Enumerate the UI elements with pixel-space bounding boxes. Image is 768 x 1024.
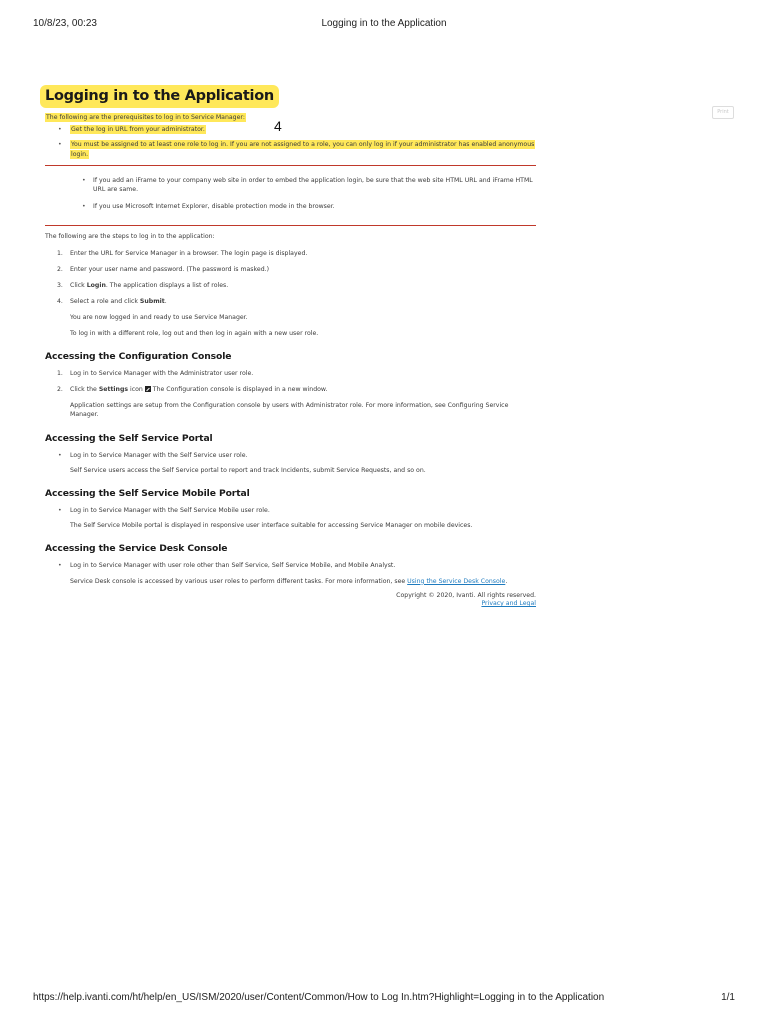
list-item: • If you use Microsoft Internet Explorer, disable protection mode in the browser. — [45, 202, 536, 211]
steps-intro: The following are the steps to log in to the application: — [45, 233, 215, 241]
note-list — [45, 176, 536, 212]
prerequisites-list — [45, 125, 536, 159]
self-service-mobile-list — [45, 506, 536, 515]
list-item — [45, 385, 536, 394]
step-text-suffix: The Configuration console is displayed in a new window. — [150, 386, 328, 394]
print-document-title: Logging in to the Application — [321, 18, 447, 29]
handwritten-annotation: 4 — [274, 118, 282, 134]
section-heading-service-desk: Accessing the Service Desk Console — [45, 543, 228, 555]
privacy-legal-link[interactable]: Privacy and Legal — [481, 599, 536, 607]
prerequisite-text: Get the log in URL from your administrator. — [71, 126, 205, 134]
step-number: 2. — [57, 265, 63, 273]
print-page-count: 1/1 — [721, 992, 735, 1003]
service-desk-list — [45, 561, 536, 570]
step-text: Enter the URL for Service Manager in a browser. The login page is displayed. — [70, 249, 308, 257]
service-desk-note-text: Service Desk console is accessed by various user roles to perform different tasks. For more information, see — [70, 577, 408, 585]
step-text-suffix: . The application displays a list of roles. — [105, 282, 229, 290]
self-service-mobile-note: The Self Service Mobile portal is displayed in responsive user interface suitable for accessing Service Manager on mobile devices. — [70, 522, 473, 530]
privacy-legal-row — [45, 600, 536, 608]
step-number: 2. — [57, 386, 63, 394]
step-text-middle: icon — [128, 386, 145, 394]
step-number: 1. — [57, 249, 63, 257]
section-heading-self-service-mobile: Accessing the Self Service Mobile Portal — [45, 488, 250, 500]
prerequisites-intro-text: The following are the prerequisites to log in to Service Manager: — [46, 114, 245, 121]
page-title: Logging in to the Application — [45, 88, 274, 104]
list-item — [45, 249, 536, 258]
list-item: • Log in to Service Manager with user role other than Self Service, Self Service Mobile, and Mobile Analyst. — [45, 561, 536, 570]
print-header — [33, 18, 735, 32]
list-item: • Log in to Service Manager with the Self Service Mobile user role. — [45, 506, 536, 515]
step-bold-term: Settings — [98, 386, 129, 394]
config-steps-list — [45, 369, 536, 394]
step-text: Log in to Service Manager with the Administrator user role. — [70, 369, 254, 377]
step-bold-term: Submit — [139, 298, 165, 306]
list-item — [45, 125, 536, 134]
step-text-suffix: . — [164, 298, 167, 306]
service-desk-console-link[interactable]: Using the Service Desk Console — [407, 577, 506, 585]
print-button[interactable]: Print — [712, 106, 734, 119]
steps-relogin-text: To log in with a different role, log out and then log in again with a new user role. — [70, 329, 319, 337]
copyright-text: Copyright © 2020, Ivanti. All rights reserved. — [396, 591, 536, 599]
list-item: • If you add an iFrame to your company web site in order to embed the application login, be sure that the web site HTML URL and iFrame HTML URL are same. — [45, 176, 536, 194]
config-console-note: Application settings are setup from the Configuration console by users with Administrator role. For more information, see Configuring Service Manager. — [70, 402, 509, 419]
list-item — [45, 369, 536, 378]
step-number: 4. — [57, 298, 63, 306]
prerequisites-intro — [45, 113, 536, 122]
self-service-note: Self Service users access the Self Service portal to report and track Incidents, submit Service Requests, and so on. — [70, 466, 426, 474]
step-number: 1. — [57, 369, 63, 377]
list-item — [45, 265, 536, 274]
article-content — [45, 85, 536, 608]
step-text: Enter your user name and password. (The password is masked.) — [70, 265, 270, 273]
service-desk-note — [45, 577, 536, 586]
prerequisite-text: You must be assigned to at least one role to log in. If you are not assigned to a role, you can only log in if your administrator has enabled anonymous login. — [71, 141, 535, 158]
step-text-prefix: Click the — [70, 386, 99, 394]
step-bold-term: Login — [86, 282, 106, 290]
note-box — [45, 165, 536, 227]
steps-result-text: You are now logged in and ready to use Service Manager. — [70, 314, 248, 322]
print-datetime: 10/8/23, 00:23 — [33, 18, 97, 29]
self-service-list — [45, 451, 536, 460]
section-heading-self-service-portal: Accessing the Self Service Portal — [45, 432, 213, 444]
list-item — [45, 140, 536, 158]
list-item — [45, 281, 536, 290]
print-url: https://help.ivanti.com/ht/help/en_US/ISM/2020/user/Content/Common/How to Log In.htm?Highlight=Logging in to the Application — [33, 992, 605, 1003]
step-number: 3. — [57, 282, 63, 290]
step-text-prefix: Click — [70, 282, 87, 290]
print-footer — [33, 992, 735, 1006]
list-item — [45, 297, 536, 306]
section-heading-config-console: Accessing the Configuration Console — [45, 350, 232, 362]
steps-list — [45, 249, 536, 307]
page-title-highlight — [40, 85, 279, 108]
list-item: • Log in to Service Manager with the Self Service user role. — [45, 451, 536, 460]
settings-icon — [145, 386, 151, 392]
service-desk-note-end: . — [505, 577, 508, 585]
step-text-prefix: Select a role and click — [70, 298, 140, 306]
